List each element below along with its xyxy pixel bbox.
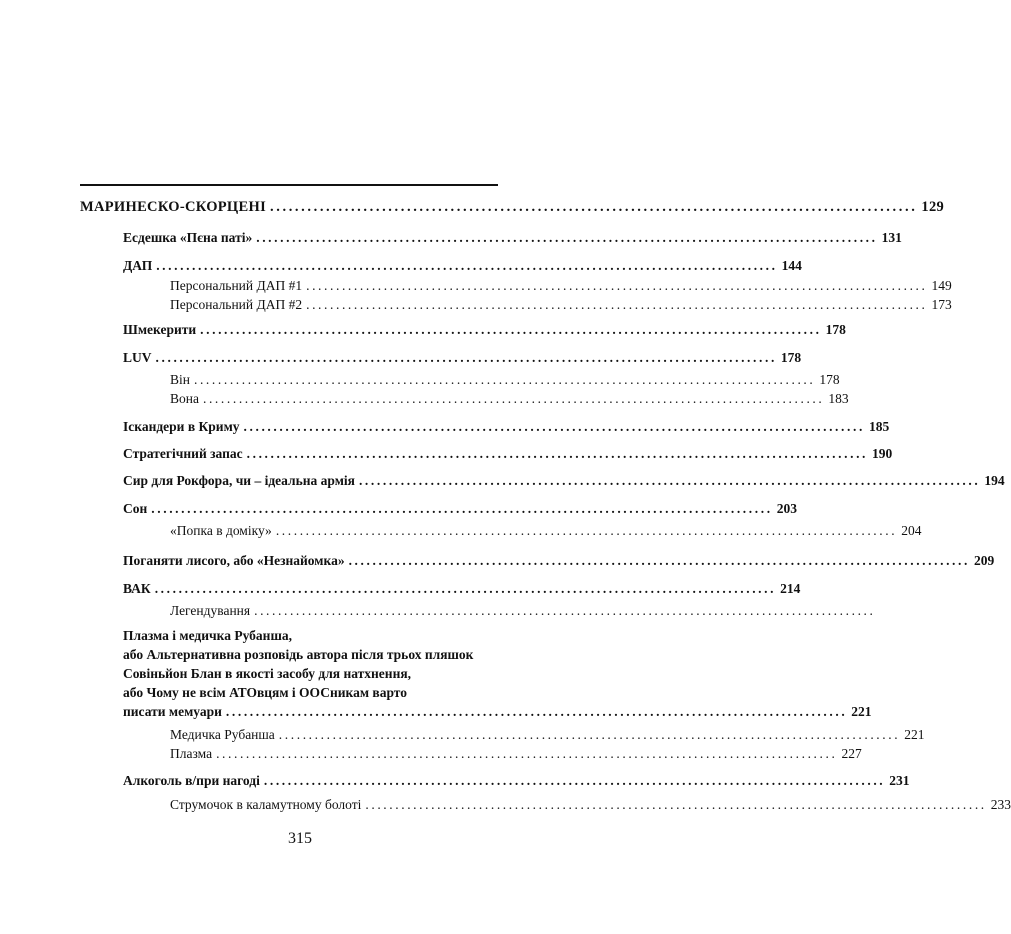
toc-entry <box>123 229 902 247</box>
toc-subentry <box>170 371 840 389</box>
toc-entry-page: 185 <box>868 419 890 434</box>
toc-entry-page: 221 <box>851 704 872 719</box>
toc-entry <box>123 703 872 721</box>
leader-dots: ........................................................................................................ <box>263 773 886 788</box>
toc-entry <box>123 580 801 598</box>
leader-dots: ........................................................................................................ <box>348 553 970 568</box>
toc-entry-title: Вона <box>170 391 199 406</box>
toc-entry-title: Есдешка «Пєна паті» <box>123 230 253 245</box>
toc-subentry <box>170 296 952 314</box>
toc-entry-title: МАРИНЕСКО-СКОРЦЕНІ <box>80 199 267 215</box>
page-number: 315 <box>288 830 312 847</box>
toc-entry <box>123 321 846 339</box>
toc-entry-page: 194 <box>984 473 1005 488</box>
leader-dots: ........................................................................................................ <box>306 297 928 312</box>
toc-entry-page: 178 <box>825 322 846 337</box>
toc-entry-page: 131 <box>881 230 902 245</box>
toc-entry-part <box>80 198 945 216</box>
toc-entry-title: ВАК <box>123 581 151 596</box>
toc-entry <box>123 257 802 275</box>
toc-entry-page: 190 <box>872 446 893 461</box>
toc-entry-title: писати мемуари <box>123 704 222 719</box>
toc-entry <box>123 500 797 518</box>
toc-subentry <box>170 726 925 744</box>
toc-entry <box>123 472 1005 490</box>
leader-dots: ........................................................................................................ <box>154 581 777 596</box>
toc-multiline-title-line: Плазма і медичка Рубанша, <box>123 628 292 643</box>
toc-entry-page: 204 <box>901 523 922 538</box>
toc-entry-page: 178 <box>780 350 802 365</box>
toc-multiline-title-line: Совіньйон Блан в якості засобу для натхнення, <box>123 666 412 681</box>
toc-entry-title: Поганяти лисого, або «Незнайомка» <box>123 553 345 568</box>
leader-dots: ........................................................................................................ <box>200 322 822 337</box>
leader-dots: ........................................................................................................ <box>358 473 981 488</box>
toc-entry <box>123 772 910 790</box>
leader-dots: ........................................................................................................ <box>365 797 987 812</box>
toc-entry-title: Іскандери в Криму <box>123 419 240 434</box>
toc-entry <box>123 552 995 570</box>
leader-dots: ........................................................................................................ <box>243 419 865 434</box>
leader-dots: ........................................................................................................ <box>193 372 816 387</box>
toc-entry-title: Плазма <box>170 746 213 761</box>
toc-entry-title: Персональний ДАП #1 <box>170 278 303 293</box>
toc-entry-page: 233 <box>990 797 1011 812</box>
toc-subentry <box>170 390 849 408</box>
toc-entry-title: Струмочок в каламутному болоті <box>170 797 362 812</box>
leader-dots: ........................................................................................................ <box>225 704 848 719</box>
toc-entry-page: 173 <box>931 297 952 312</box>
toc-multiline-title-line: або Альтернативна розповідь автора після трьох пляшок <box>123 647 474 662</box>
toc-entry-page: 144 <box>781 258 802 273</box>
toc-entry-title: Легендування <box>170 603 251 618</box>
toc-entry-title: Персональний ДАП #2 <box>170 297 303 312</box>
leader-dots: ........................................................................................................ <box>306 278 928 293</box>
toc-entry <box>123 349 802 367</box>
toc-entry-title: Він <box>170 372 190 387</box>
toc-subentry <box>170 745 862 763</box>
toc-entry-title: Медичка Рубанша <box>170 727 275 742</box>
toc-entry-title: Сон <box>123 501 148 516</box>
toc-entry-title: LUV <box>123 350 152 365</box>
toc-entry-title: Алкоголь в/при нагоді <box>123 773 260 788</box>
toc-entry-title: Шмекерити <box>123 322 197 337</box>
leader-dots: ........................................................................................................ <box>254 603 876 618</box>
toc-entry-page: 214 <box>780 581 801 596</box>
leader-dots: ........................................................................................................ <box>278 727 901 742</box>
toc-entry-page: 231 <box>889 773 910 788</box>
toc-multiline-title-line: або Чому не всім АТОвцям і ООСникам варто <box>123 685 407 700</box>
leader-dots: ........................................................................................................ <box>216 746 838 761</box>
leader-dots: ........................................................................................................ <box>256 230 878 245</box>
toc-subentry <box>170 522 922 540</box>
leader-dots: ........................................................................................................ <box>155 350 777 365</box>
leader-dots: ........................................................................................................ <box>151 501 773 516</box>
toc-entry-page: 178 <box>819 372 840 387</box>
leader-dots: ........................................................................................................ <box>202 391 825 406</box>
toc-entry <box>123 445 893 463</box>
toc-entry-page: 183 <box>828 391 849 406</box>
toc-entry-page: 221 <box>904 727 925 742</box>
toc-entry-page: 203 <box>776 501 797 516</box>
leader-dots: ........................................................................................................ <box>156 258 778 273</box>
toc-entry-title: ДАП <box>123 258 153 273</box>
toc-entry-page: 227 <box>841 746 862 761</box>
leader-dots: ........................................................................................................ <box>246 446 869 461</box>
toc-entry-page: 209 <box>973 553 995 568</box>
toc-subentry <box>170 602 876 620</box>
toc-entry <box>123 418 890 436</box>
toc-subentry <box>170 796 1011 814</box>
toc-entry-title: Сир для Рокфора, чи – ідеальна армія <box>123 473 355 488</box>
toc-subentry <box>170 277 952 295</box>
toc-entry-title: «Попка в доміку» <box>170 523 272 538</box>
leader-dots: ........................................................................................................ <box>270 199 918 215</box>
toc-entry-title: Стратегічний запас <box>123 446 243 461</box>
toc-entry-page: 149 <box>931 278 952 293</box>
toc-entry-page: 129 <box>921 199 945 215</box>
leader-dots: ........................................................................................................ <box>275 523 898 538</box>
